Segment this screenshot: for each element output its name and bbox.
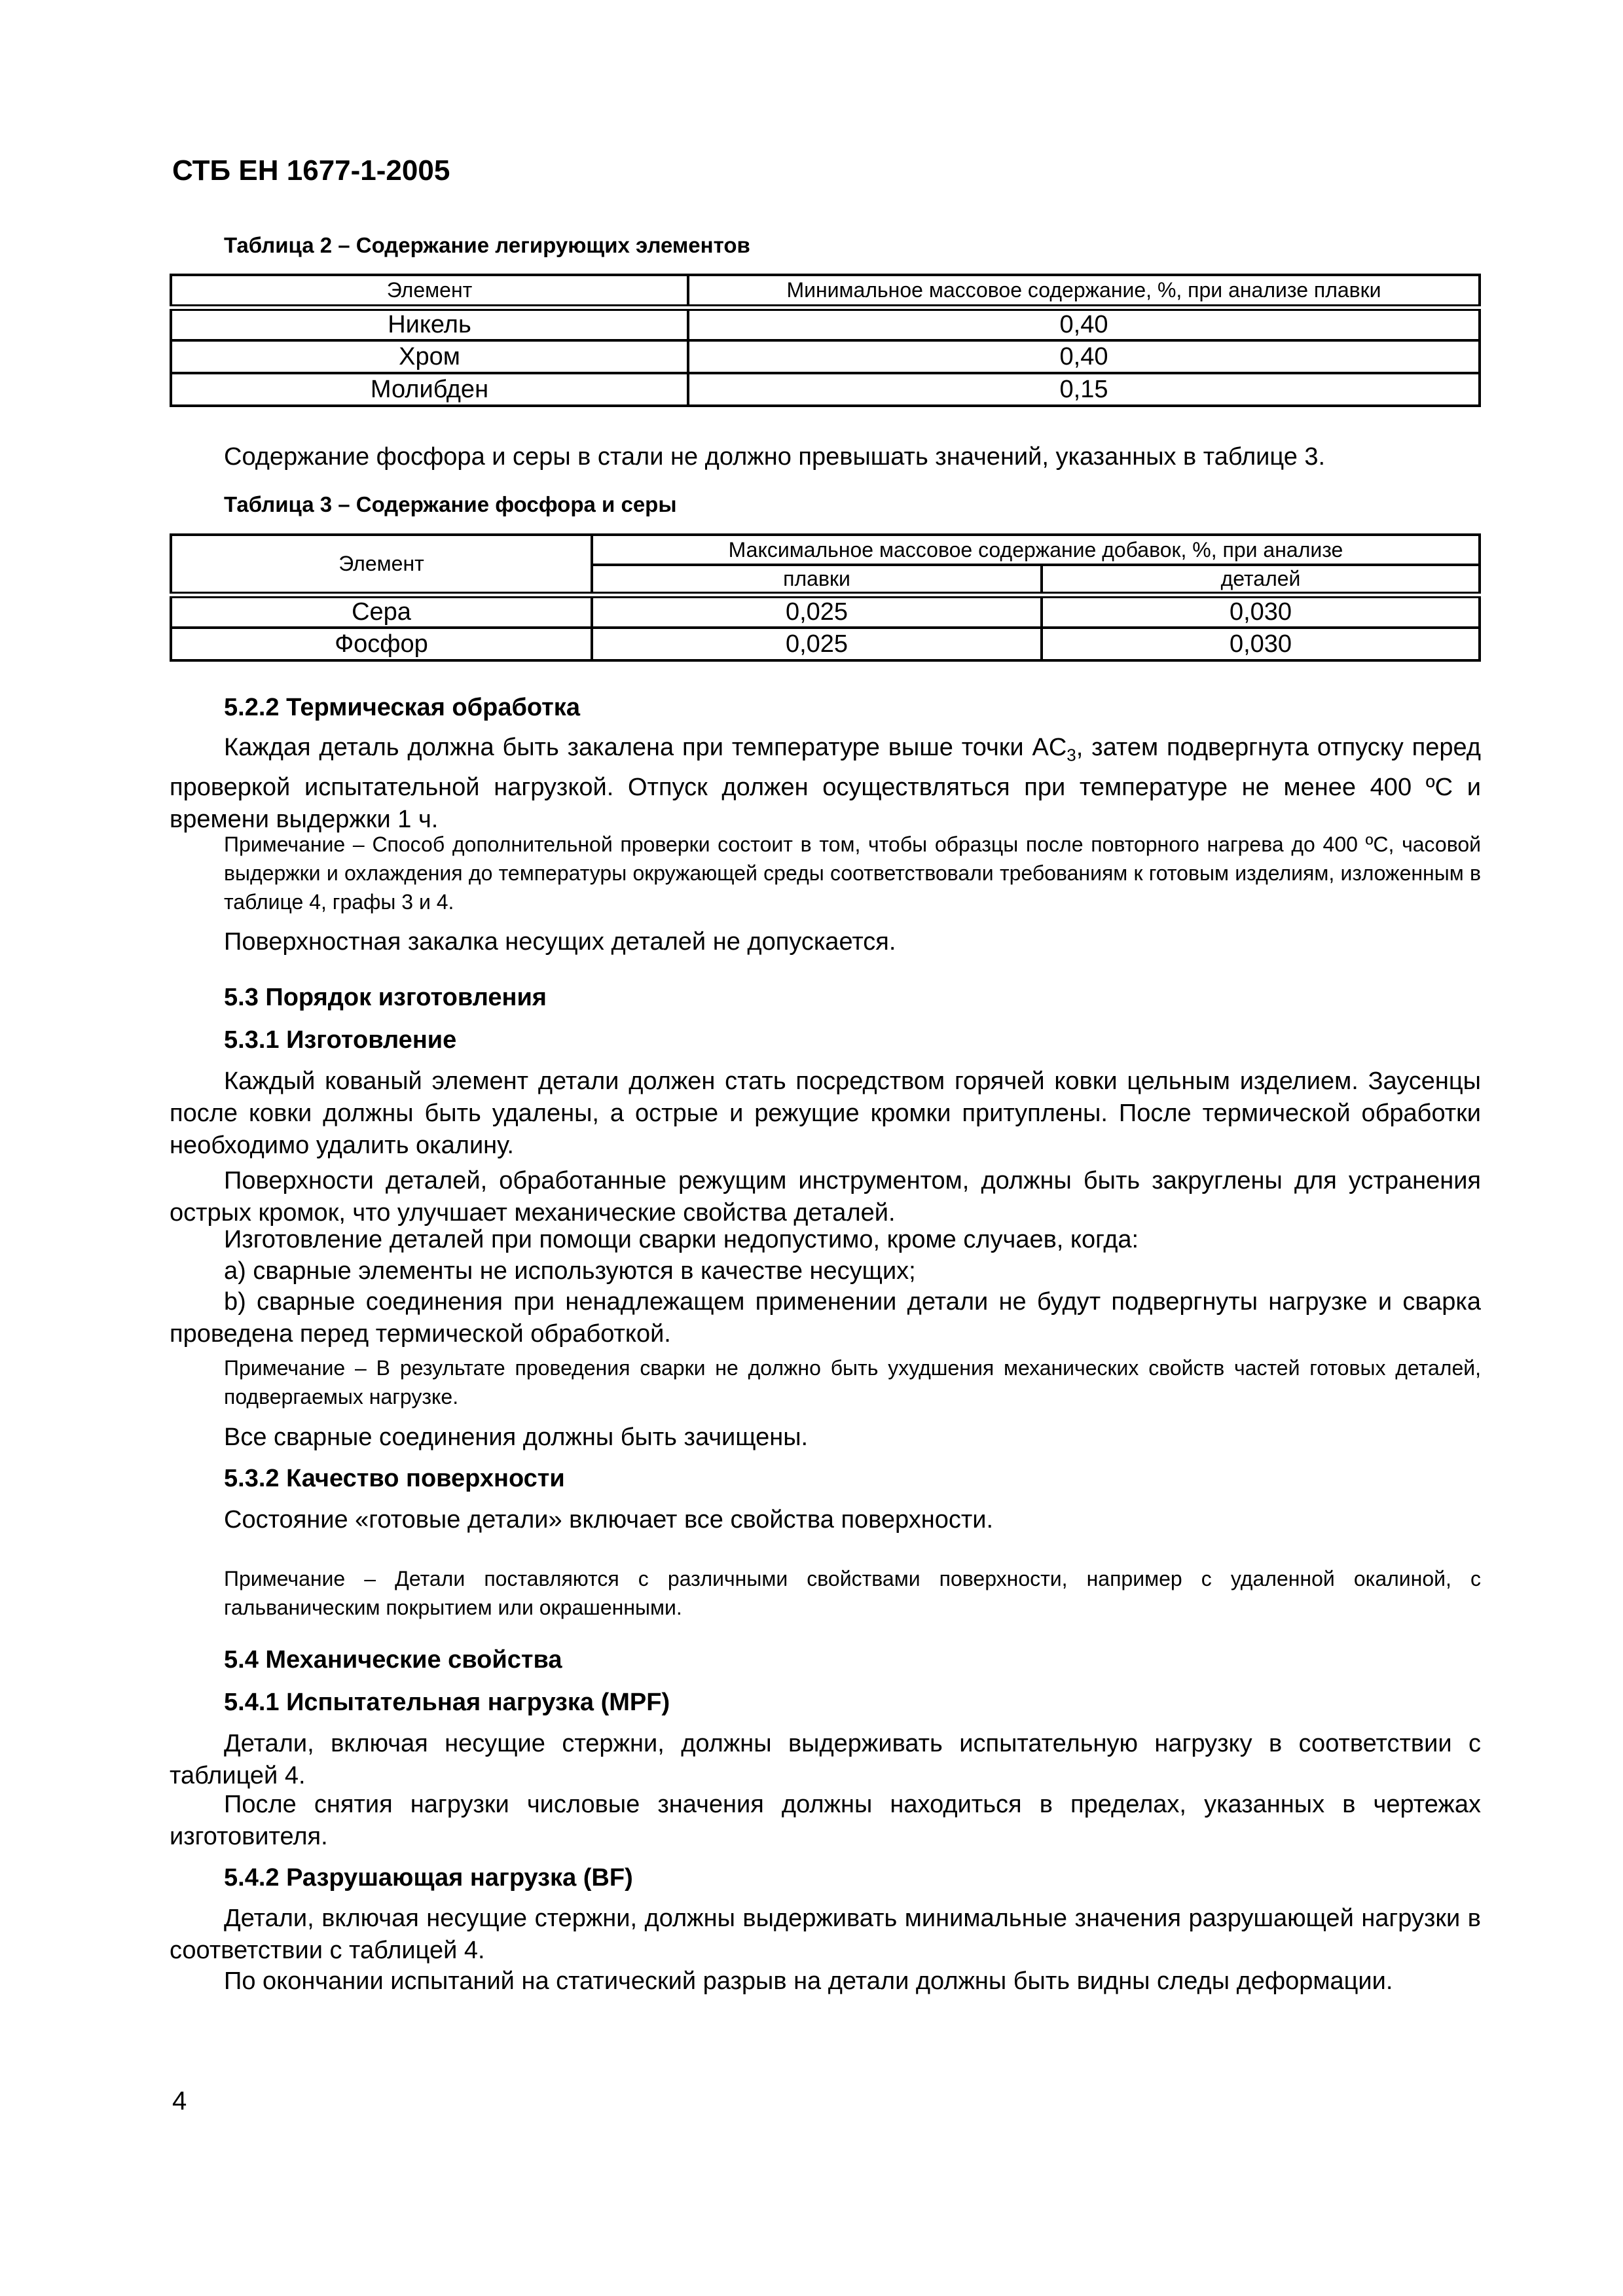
cell: Никель (171, 308, 688, 340)
section-heading: 5.4.2 Разрушающая нагрузка (BF) (224, 1864, 633, 1892)
cell: Фосфор (171, 628, 592, 660)
note: Примечание – Детали поставляются с различными свойствами поверхности, например с удаленной окалиной, с гальваническим покрытием или окрашенными. (224, 1567, 1481, 1619)
note: Примечание – В результате проведения сварки не должно быть ухудшения механических свойств частей готовых деталей, подвергаемых нагрузке. (224, 1356, 1481, 1408)
paragraph (170, 732, 1481, 836)
paragraph: Изготовление деталей при помощи сварки недопустимо, кроме случаев, когда: (224, 1226, 1139, 1253)
table3 (170, 533, 1481, 662)
column-header: плавки (592, 565, 1042, 595)
column-header: Минимальное массовое содержание, %, при анализе плавки (688, 275, 1480, 308)
list-item: a) сварные элементы не используются в качестве несущих; (224, 1257, 916, 1285)
column-header: Элемент (171, 535, 592, 595)
list-item: b) сварные соединения при ненадлежащем применении детали не будут подвергнуты нагрузке и сварка проведена перед термической обработкой. (170, 1288, 1481, 1348)
cell: Молибден (171, 373, 688, 406)
column-header: деталей (1042, 565, 1480, 595)
column-header: Элемент (171, 275, 688, 308)
paragraph: После снятия нагрузки числовые значения должны находиться в пределах, указанных в чертежах изготовителя. (170, 1791, 1481, 1850)
section-heading: 5.3.2 Качество поверхности (224, 1465, 565, 1492)
cell: 0,40 (688, 340, 1480, 373)
table-row (171, 595, 1480, 628)
paragraph: По окончании испытаний на статический разрыв на детали должны быть видны следы деформации. (224, 1967, 1393, 1995)
paragraph: Каждый кованый элемент детали должен стать посредством горячей ковки цельным изделием. Заусенцы после ковки должны быть удалены, а острые и режущие кромки притуплены. После термической обработки необходимо удалить окалину. (170, 1067, 1481, 1159)
table-header-row (171, 275, 1480, 308)
paragraph: Поверхности деталей, обработанные режущим инструментом, должны быть закруглены для устранения острых кромок, что улучшает механические свойства деталей. (170, 1167, 1481, 1227)
note: Примечание – Способ дополнительной проверки состоит в том, чтобы образцы после повторного нагрева до 400 ºС, часовой выдержки и охлаждения до температуры окружающей среды соответствовали требованиям к готовым изделиям, изложенным в таблице 4, графы 3 и 4. (224, 833, 1481, 914)
table-row (171, 628, 1480, 660)
cell: 0,030 (1042, 595, 1480, 628)
table-row (171, 308, 1480, 340)
cell: Сера (171, 595, 592, 628)
section-heading: 5.2.2 Термическая обработка (224, 694, 580, 721)
cell: 0,15 (688, 373, 1480, 406)
document-code: СТБ ЕН 1677-1-2005 (172, 154, 450, 187)
text: , затем подвергнута отпуску перед проверкой испытательной нагрузкой. Отпуск должен осуществляться при температуре не менее 400 ºС и времени выдержки 1 ч. (170, 734, 1481, 833)
paragraph: Детали, включая несущие стержни, должны выдерживать испытательную нагрузку в соответствии с таблицей 4. (170, 1730, 1481, 1789)
paragraph: Поверхностная закалка несущих деталей не допускается. (224, 928, 896, 956)
table-row (171, 340, 1480, 373)
table2-caption: Таблица 2 – Содержание легирующих элементов (224, 233, 750, 257)
column-group-header: Максимальное массовое содержание добавок, %, при анализе (592, 535, 1480, 565)
cell: 0,030 (1042, 628, 1480, 660)
paragraph: Содержание фосфора и серы в стали не должно превышать значений, указанных в таблице 3. (224, 443, 1326, 471)
cell: Хром (171, 340, 688, 373)
subscript: 3 (1067, 745, 1076, 765)
text: Каждая деталь должна быть закалена при температуре выше точки AC (224, 734, 1067, 761)
page-number: 4 (172, 2087, 187, 2115)
table2 (170, 274, 1481, 407)
section-heading: 5.4 Механические свойства (224, 1646, 562, 1674)
table-header-row (171, 535, 1480, 565)
section-heading: 5.4.1 Испытательная нагрузка (MPF) (224, 1689, 670, 1716)
table-row (171, 373, 1480, 406)
cell: 0,40 (688, 308, 1480, 340)
paragraph: Детали, включая несущие стержни, должны выдерживать минимальные значения разрушающей нагрузки в соответствии с таблицей 4. (170, 1905, 1481, 1964)
table3-caption: Таблица 3 – Содержание фосфора и серы (224, 492, 677, 516)
section-heading: 5.3 Порядок изготовления (224, 984, 547, 1011)
paragraph: Все сварные соединения должны быть зачищены. (224, 1424, 809, 1451)
cell: 0,025 (592, 595, 1042, 628)
section-heading: 5.3.1 Изготовление (224, 1026, 457, 1054)
paragraph: Состояние «готовые детали» включает все свойства поверхности. (224, 1506, 994, 1534)
cell: 0,025 (592, 628, 1042, 660)
